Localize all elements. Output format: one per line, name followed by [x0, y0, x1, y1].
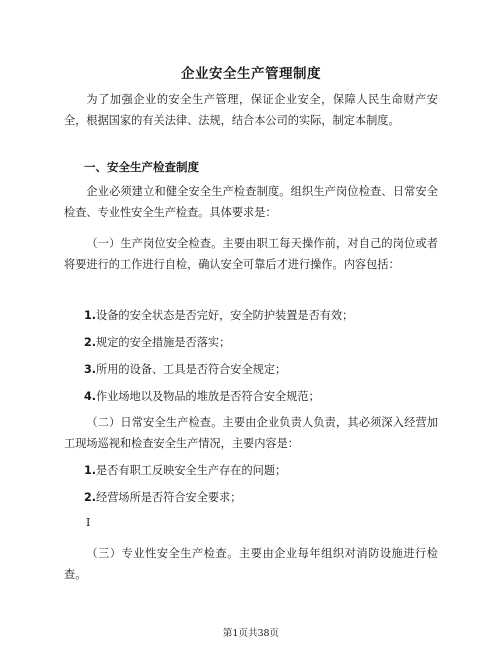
- list-item: [84, 307, 353, 323]
- list-item-text: 规定的安全措施是否落实；: [96, 336, 231, 349]
- list-item-number: 2.: [84, 491, 97, 504]
- list-item: [84, 388, 320, 404]
- document-title: 企业安全生产管理制度: [181, 66, 321, 82]
- list-item: [84, 462, 286, 478]
- sub-section-1-paragraph: （一）生产岗位安全检查。主要由职工每天操作前，对自己的岗位或者将要进行的工作进行自检，确认安全可靠后才进行操作。内容包括：: [64, 237, 438, 271]
- list-item-number: 1.: [84, 309, 97, 322]
- list-item-number: 3.: [84, 363, 97, 376]
- stray-mark: I: [86, 516, 91, 529]
- list-item-text: 作业场地以及物品的堆放是否符合安全规范；: [96, 390, 320, 403]
- intro-paragraph: 为了加强企业的安全生产管理，保证企业安全，保障人民生命财产安全，根据国家的有关法律、法规，结合本公司的实际，制定本制度。: [64, 93, 438, 127]
- list-item: [84, 361, 286, 377]
- list-item: [84, 489, 242, 505]
- list-item-text: 是否有职工反映安全生产存在的问题；: [96, 464, 287, 477]
- list-item: [84, 334, 230, 350]
- section-body-paragraph: 企业必须建立和健全安全生产检查制度。组织生产岗位检查、日常安全检查、专业性安全生产检查。具体要求是：: [64, 185, 438, 219]
- sub-section-3-paragraph: （三）专业性安全生产检查。主要由企业每年组织对消防设施进行检查。: [64, 547, 438, 581]
- section-heading: 一、安全生产检查制度: [84, 160, 199, 174]
- list-item-text: 经营场所是否符合安全要求；: [96, 491, 242, 504]
- sub-section-2-paragraph: （二）日常安全生产检查。主要由企业负责人负责，其必须深入经营加工现场巡视和检查安全生产情况，主要内容是：: [64, 416, 438, 450]
- list-item-text: 设备的安全状态是否完好，安全防护装置是否有效；: [96, 309, 354, 322]
- list-item-number: 2.: [84, 336, 97, 349]
- list-item-number: 4.: [84, 390, 97, 403]
- list-item-text: 所用的设备、工具是否符合安全规定；: [96, 363, 287, 376]
- list-item-number: 1.: [84, 464, 97, 477]
- page-footer: 第1页共38页: [222, 628, 280, 639]
